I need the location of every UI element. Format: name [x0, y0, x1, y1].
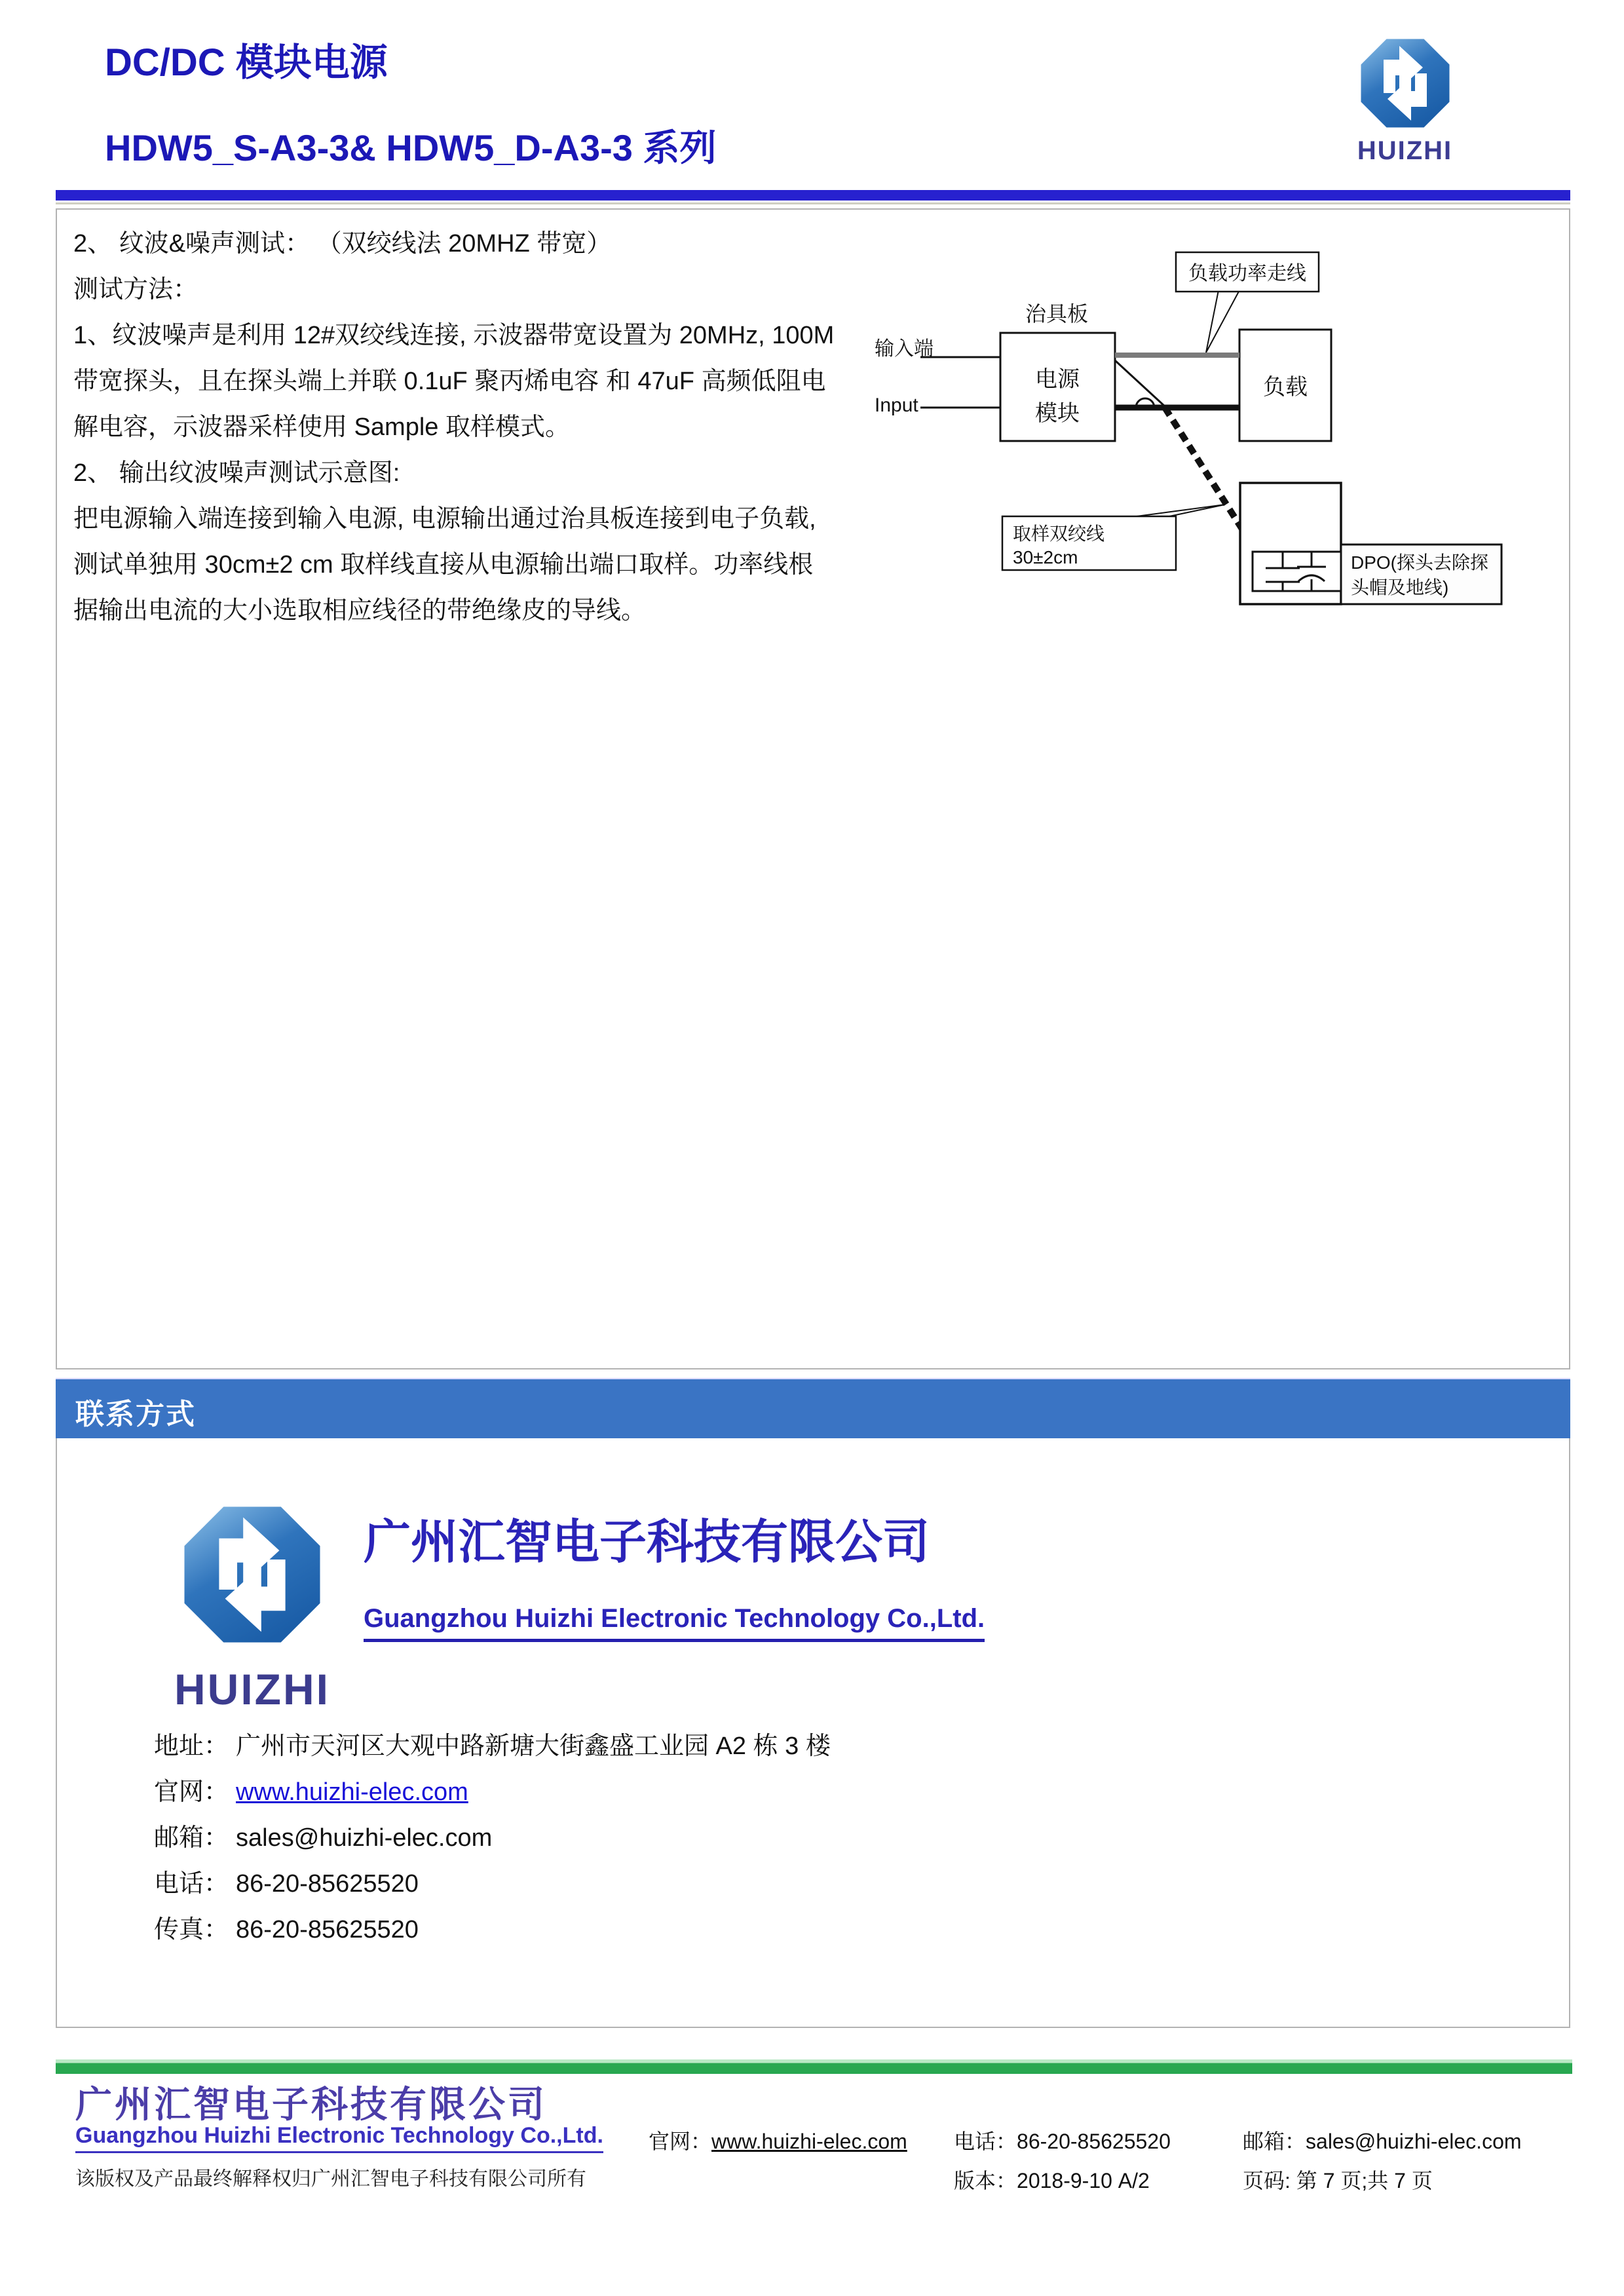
footer-page-label: 页码: [1243, 2169, 1291, 2192]
contact-row-phone [154, 1863, 419, 1899]
header-rule [56, 190, 1570, 201]
body-line: 1、纹波噪声是利用 12#双绞线连接, 示波器带宽设置为 20MHz, 100M [73, 322, 835, 349]
footer-company-en: Guangzhou Huizhi Electronic Technology Co.,Ltd. [75, 2123, 603, 2153]
callout-pointer [1206, 290, 1239, 353]
contact-section-title: 联系方式 [75, 1398, 196, 1430]
body-line: 测试方法： [73, 276, 198, 303]
huizhi-logo-wordmark: HUIZHI [1357, 136, 1453, 165]
body-line: 据输出电流的大小选取相应线径的带绝缘皮的导线。 [73, 597, 647, 624]
page-title: DC/DC 模块电源 [105, 41, 388, 84]
body-line: 把电源输入端连接到输入电源, 电源输出通过治具板连接到电子负载, [73, 505, 816, 533]
fax-value: 86-20-85625520 [236, 1916, 419, 1943]
sampling-callout-pointer [1137, 505, 1225, 516]
fax-label: 传真： [154, 1916, 229, 1943]
series-subtitle: HDW5_S-A3-3& HDW5_D-A3-3 系列 [105, 127, 717, 168]
contact-section-banner [56, 1378, 1570, 1438]
footer-email-value: sales@huizhi-elec.com [1306, 2130, 1522, 2153]
footer-website-label: 官网： [649, 2130, 712, 2153]
address-label: 地址： [154, 1732, 229, 1760]
power-module-label-2: 模块 [1035, 401, 1080, 426]
website-label: 官网： [154, 1778, 229, 1806]
footer-page-number [1243, 2164, 1433, 2194]
footer-email [1243, 2125, 1522, 2155]
contact-row-website [154, 1771, 468, 1807]
huizhi-logo-icon-large [177, 1499, 328, 1650]
website-link[interactable]: www.huizhi-elec.com [236, 1778, 468, 1806]
footer-version-label: 版本： [954, 2169, 1017, 2192]
huizhi-logo-icon [1356, 34, 1454, 132]
footer-rule [56, 2059, 1572, 2074]
body-line: 解电容，示波器采样使用 Sample 取样模式。 [73, 413, 570, 441]
footer-version-value: 2018-9-10 A/2 [1017, 2169, 1150, 2192]
input-label-cn: 输入端 [875, 338, 934, 360]
address-value: 广州市天河区大观中路新塘大街鑫盛工业园 A2 栋 3 楼 [236, 1732, 831, 1760]
footer-website-link[interactable]: www.huizhi-elec.com [711, 2130, 907, 2153]
load-label: 负载 [1263, 375, 1308, 400]
phone-label: 电话： [154, 1870, 229, 1898]
phone-value: 86-20-85625520 [236, 1870, 419, 1898]
contact-row-fax [154, 1909, 419, 1945]
footer-phone-label: 电话： [954, 2130, 1017, 2153]
footer-page-value: 第 7 页;共 7 页 [1296, 2169, 1433, 2192]
input-label-en: Input [875, 394, 918, 416]
load-power-trace-label: 负载功率走线 [1188, 263, 1306, 284]
email-label: 邮箱： [154, 1824, 229, 1852]
contact-row-email [154, 1817, 492, 1853]
contact-row-address [154, 1725, 831, 1761]
ripple-test-diagram [871, 236, 1566, 639]
footer-version [954, 2164, 1150, 2194]
email-value: sales@huizhi-elec.com [236, 1824, 493, 1852]
power-module-label-1: 电源 [1035, 367, 1080, 392]
footer-copyright: 该版权及产品最终解释权归广州汇智电子科技有限公司所有 [75, 2168, 586, 2190]
fixture-board-label: 治具板 [1025, 302, 1089, 326]
dpo-probe-tip-box [1253, 552, 1341, 591]
sampling-wire-label-1: 取样双绞线 [1013, 524, 1105, 544]
header-rule-shadow [56, 202, 1570, 204]
body-line: 带宽探头，且在探头端上并联 0.1uF 聚丙烯电容 和 47uF 高频低阻电 [73, 368, 826, 395]
dpo-note-line-1: DPO(探头去除探 [1351, 552, 1489, 573]
sampling-wire-label-2: 30±2cm [1013, 547, 1078, 567]
company-name-cn: 广州汇智电子科技有限公司 [364, 1516, 930, 1569]
footer-phone-value: 86-20-85625520 [1017, 2130, 1171, 2153]
dpo-note-line-2: 头帽及地线) [1351, 577, 1449, 598]
footer-phone [954, 2125, 1171, 2155]
company-name-en: Guangzhou Huizhi Electronic Technology Co.,Ltd. [364, 1604, 985, 1642]
huizhi-logo-wordmark-large: HUIZHI [174, 1665, 330, 1713]
body-line: 2、 输出纹波噪声测试示意图: [73, 459, 400, 487]
body-line: 2、 纹波&噪声测试： （双绞线法 20MHZ 带宽） [73, 230, 612, 258]
footer-website [649, 2125, 907, 2155]
footer-company-cn: 广州汇智电子科技有限公司 [75, 2084, 547, 2125]
footer-email-label: 邮箱： [1243, 2130, 1306, 2153]
body-line: 测试单独用 30cm±2 cm 取样线直接从电源输出端口取样。功率线根 [73, 551, 814, 579]
